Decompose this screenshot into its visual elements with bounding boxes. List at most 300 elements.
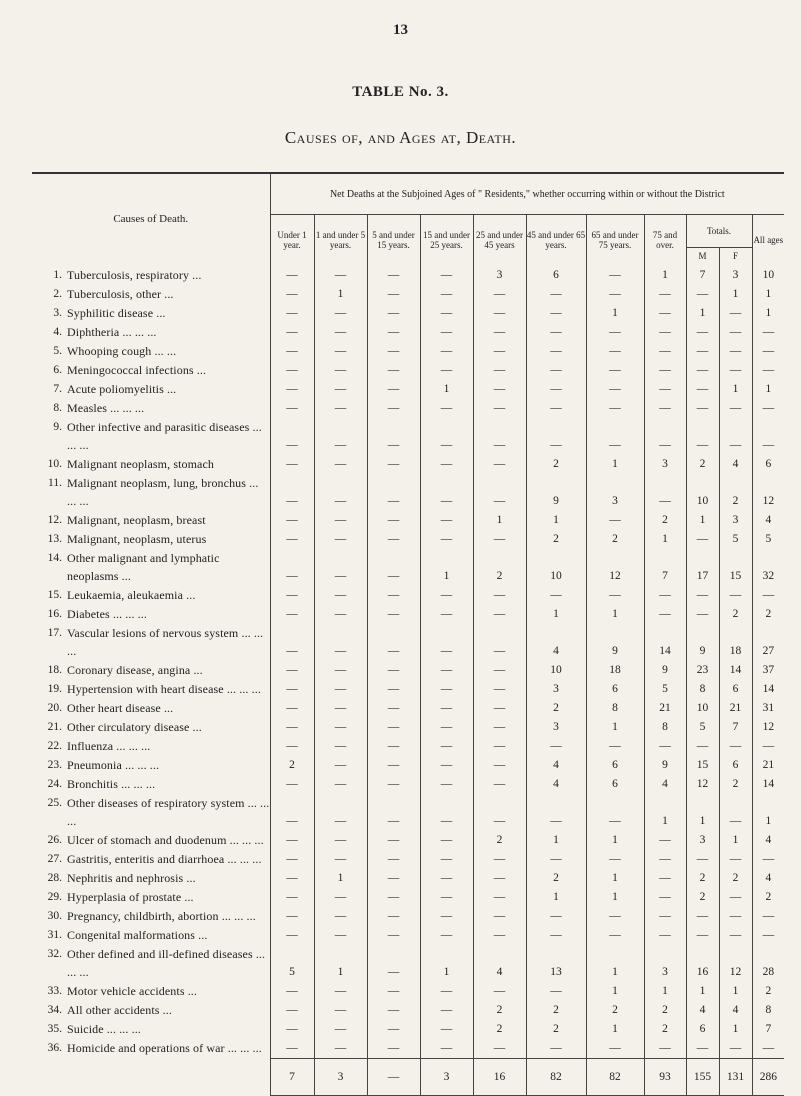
cause-number: 14. [47,552,62,564]
value-cell: — [752,926,784,945]
value-cell: 1 [526,511,586,530]
value-cell: — [420,342,473,361]
value-cell: — [473,850,526,869]
value-cell: — [367,926,420,945]
value-cell: — [420,794,473,831]
cause-cell [32,982,270,1001]
value-cell: — [367,661,420,680]
value-cell: 2 [526,455,586,474]
value-cell: — [314,1039,367,1059]
value-cell: 4 [719,1001,752,1020]
value-cell: — [526,285,586,304]
value-cell: — [367,737,420,756]
value-cell: — [644,1039,686,1059]
cause-label: Whooping cough ... ... [67,344,177,358]
cause-cell [32,399,270,418]
table-row [32,1001,784,1020]
value-cell: — [526,1039,586,1059]
value-cell: — [473,586,526,605]
value-cell: — [420,926,473,945]
value-cell: 2 [526,869,586,888]
value-cell: — [314,680,367,699]
value-cell: — [420,888,473,907]
value-cell: 1 [420,380,473,399]
cause-cell [32,1020,270,1039]
value-cell: 10 [526,661,586,680]
value-cell: — [314,511,367,530]
value-cell: — [270,530,314,549]
value-cell: — [473,737,526,756]
value-cell: — [719,323,752,342]
value-cell: — [270,699,314,718]
value-cell: 1 [420,549,473,586]
cause-cell [32,511,270,530]
value-cell: 1 [686,982,719,1001]
value-cell: — [526,361,586,380]
value-cell: 7 [719,718,752,737]
cause-cell [32,418,270,455]
value-cell: — [719,342,752,361]
value-cell: — [586,926,644,945]
value-cell: — [367,982,420,1001]
value-cell: — [367,455,420,474]
value-cell: — [719,850,752,869]
value-cell: — [420,586,473,605]
value-cell: 3 [644,945,686,982]
table-row [32,474,784,511]
value-cell: 9 [686,624,719,661]
value-cell: 12 [586,549,644,586]
value-cell: — [367,756,420,775]
value-cell: 4 [473,945,526,982]
value-cell: — [420,737,473,756]
table-row [32,869,784,888]
value-cell: 5 [719,530,752,549]
cause-cell [32,775,270,794]
value-cell: — [420,323,473,342]
value-cell: 2 [473,1020,526,1039]
cause-label: Influenza ... ... ... [67,739,151,753]
value-cell: — [420,680,473,699]
value-cell: — [314,926,367,945]
table-row [32,605,784,624]
cause-label: Other heart disease ... [67,701,174,715]
cause-cell [32,474,270,511]
cause-number: 17. [47,627,62,639]
value-cell: 1 [719,1020,752,1039]
cause-number: 15. [47,589,62,601]
total-cell: 93 [644,1059,686,1096]
value-cell: — [473,624,526,661]
value-cell: — [526,304,586,323]
value-cell: — [719,399,752,418]
value-cell: — [473,304,526,323]
table-row [32,399,784,418]
table-row [32,907,784,926]
value-cell: 16 [686,945,719,982]
value-cell: — [719,888,752,907]
value-cell: 5 [644,680,686,699]
value-cell: 1 [586,455,644,474]
value-cell: — [473,455,526,474]
cause-label: Motor vehicle accidents ... [67,984,197,998]
value-cell: — [752,737,784,756]
value-cell: 5 [752,530,784,549]
value-cell: — [644,926,686,945]
cause-label: Syphilitic disease ... [67,306,166,320]
cause-cell [32,718,270,737]
age-header: 25 and under 45 years [473,215,526,265]
value-cell: — [270,831,314,850]
value-cell: — [367,323,420,342]
table-row [32,850,784,869]
cause-cell [32,756,270,775]
cause-number: 12. [47,514,62,526]
value-cell: — [420,907,473,926]
cause-cell [32,869,270,888]
value-cell: 15 [686,756,719,775]
value-cell: — [270,1039,314,1059]
value-cell: — [473,605,526,624]
table-row [32,737,784,756]
value-cell: — [526,323,586,342]
value-cell: — [473,794,526,831]
age-group-header: Net Deaths at the Subjoined Ages of " Residents," whether occurring within or without the District [270,173,784,215]
cause-number: 31. [47,929,62,941]
cause-cell [32,586,270,605]
value-cell: — [526,926,586,945]
value-cell: — [367,511,420,530]
value-cell: 17 [686,549,719,586]
value-cell: — [473,982,526,1001]
cause-label: Other diseases of respiratory system ... ... ... [67,796,270,828]
cause-label: Other circulatory disease ... [67,720,202,734]
value-cell: 2 [752,605,784,624]
cause-number: 5. [53,345,62,357]
value-cell: 1 [752,304,784,323]
value-cell: 31 [752,699,784,718]
value-cell: — [686,605,719,624]
value-cell: 1 [526,888,586,907]
value-cell: — [586,264,644,285]
value-cell: 4 [526,624,586,661]
value-cell: 1 [752,285,784,304]
male-header: M [686,248,719,265]
total-cell: 3 [420,1059,473,1096]
value-cell: — [526,907,586,926]
value-cell: — [473,418,526,455]
table-row [32,926,784,945]
cause-cell [32,1039,270,1059]
value-cell: 8 [686,680,719,699]
total-cell: 7 [270,1059,314,1096]
value-cell: 2 [644,1020,686,1039]
value-cell: 9 [586,624,644,661]
value-cell: 1 [586,831,644,850]
cause-cell [32,624,270,661]
value-cell: — [420,474,473,511]
value-cell: 1 [752,380,784,399]
total-cell: 3 [314,1059,367,1096]
table-row [32,756,784,775]
value-cell: 2 [586,1001,644,1020]
value-cell: — [270,549,314,586]
value-cell: 6 [719,756,752,775]
value-cell: — [586,342,644,361]
cause-label: Meningococcal infections ... [67,363,207,377]
value-cell: 7 [644,549,686,586]
value-cell: 1 [586,718,644,737]
cause-label: Pregnancy, childbirth, abortion ... ... ... [67,909,256,923]
value-cell: — [420,1001,473,1020]
value-cell: 1 [644,530,686,549]
value-cell: 1 [719,380,752,399]
value-cell: — [270,850,314,869]
value-cell: 1 [526,605,586,624]
value-cell: — [367,831,420,850]
table-row [32,680,784,699]
table-body [32,264,784,1059]
value-cell: 4 [752,831,784,850]
value-cell: 14 [644,624,686,661]
value-cell: — [314,455,367,474]
value-cell: — [420,831,473,850]
cause-number: 4. [53,326,62,338]
value-cell: 14 [752,680,784,699]
total-cell: — [367,1059,420,1096]
table-row [32,285,784,304]
value-cell: 2 [586,530,644,549]
value-cell: — [314,1020,367,1039]
value-cell: 1 [473,511,526,530]
value-cell: — [473,926,526,945]
value-cell: — [314,775,367,794]
cause-number: 18. [47,664,62,676]
value-cell: — [686,907,719,926]
age-header: 75 and over. [644,215,686,265]
value-cell: — [644,869,686,888]
value-cell: 2 [644,1001,686,1020]
value-cell: 21 [752,756,784,775]
value-cell: — [420,304,473,323]
value-cell: — [686,586,719,605]
cause-label: Malignant, neoplasm, breast [67,513,206,527]
value-cell: — [719,737,752,756]
value-cell: — [314,304,367,323]
cause-cell [32,945,270,982]
value-cell: — [644,399,686,418]
cause-number: 24. [47,778,62,790]
value-cell: — [752,586,784,605]
value-cell: — [586,1039,644,1059]
value-cell: — [314,888,367,907]
value-cell: 6 [526,264,586,285]
cause-number: 7. [53,383,62,395]
cause-cell [32,926,270,945]
value-cell: — [314,624,367,661]
value-cell: 2 [526,1001,586,1020]
cause-label: Malignant, neoplasm, uterus [67,532,207,546]
value-cell: 5 [270,945,314,982]
value-cell: 21 [719,699,752,718]
value-cell: — [270,907,314,926]
value-cell: — [644,850,686,869]
cause-cell [32,304,270,323]
value-cell: 8 [586,699,644,718]
value-cell: 23 [686,661,719,680]
cause-label: Homicide and operations of war ... ... ... [67,1041,262,1055]
female-header: F [719,248,752,265]
cause-label: Pneumonia ... ... ... [67,758,160,772]
value-cell: 2 [473,549,526,586]
value-cell: — [752,1039,784,1059]
value-cell: — [270,342,314,361]
table-row [32,549,784,586]
value-cell: 2 [719,775,752,794]
value-cell: — [270,586,314,605]
value-cell: — [644,342,686,361]
value-cell: 6 [719,680,752,699]
value-cell: 1 [719,831,752,850]
value-cell: 2 [526,699,586,718]
value-cell: — [270,1020,314,1039]
table-row [32,888,784,907]
value-cell: — [270,399,314,418]
value-cell: 18 [586,661,644,680]
value-cell: 1 [719,285,752,304]
cause-cell [32,680,270,699]
cause-label: Other defined and ill-defined diseases ... ... ... [67,947,266,979]
value-cell: — [644,831,686,850]
cause-number: 33. [47,985,62,997]
value-cell: — [644,605,686,624]
value-cell: — [367,605,420,624]
value-cell: — [270,661,314,680]
value-cell: — [473,888,526,907]
cause-number: 28. [47,872,62,884]
value-cell: — [719,304,752,323]
value-cell: — [420,775,473,794]
value-cell: — [586,586,644,605]
value-cell: — [367,264,420,285]
cause-cell [32,907,270,926]
all-ages-header: All ages [752,215,784,265]
totals-row-label [32,1059,270,1096]
value-cell: 1 [586,1020,644,1039]
value-cell: 28 [752,945,784,982]
value-cell: — [314,756,367,775]
cause-label: Other infective and parasitic diseases ... ... ... [67,420,262,452]
value-cell: — [686,399,719,418]
value-cell: — [367,474,420,511]
value-cell: 3 [644,455,686,474]
value-cell: — [526,399,586,418]
value-cell: 1 [586,888,644,907]
value-cell: — [473,474,526,511]
value-cell: 1 [586,982,644,1001]
value-cell: 2 [752,982,784,1001]
cause-label: Vascular lesions of nervous system ... ... ... [67,626,264,658]
value-cell: 1 [314,945,367,982]
value-cell: — [686,530,719,549]
total-cell: 131 [719,1059,752,1096]
value-cell: — [314,737,367,756]
value-cell: 6 [586,756,644,775]
causes-header: Causes of Death. [32,173,270,264]
value-cell: — [420,530,473,549]
table-row [32,624,784,661]
value-cell: — [420,399,473,418]
value-cell: — [420,624,473,661]
cause-label: Suicide ... ... ... [67,1022,141,1036]
value-cell: — [367,775,420,794]
value-cell: — [473,1039,526,1059]
value-cell: — [420,699,473,718]
value-cell: 4 [719,455,752,474]
cause-cell [32,285,270,304]
value-cell: — [420,661,473,680]
value-cell: — [314,380,367,399]
table-row [32,361,784,380]
value-cell: — [686,418,719,455]
value-cell: — [586,418,644,455]
value-cell: — [270,361,314,380]
table-row [32,661,784,680]
value-cell: — [586,511,644,530]
value-cell: — [526,342,586,361]
value-cell: — [367,680,420,699]
cause-cell [32,737,270,756]
value-cell: 37 [752,661,784,680]
value-cell: — [367,380,420,399]
value-cell: — [270,737,314,756]
value-cell: 3 [719,264,752,285]
value-cell: 2 [473,1001,526,1020]
cause-number: 27. [47,853,62,865]
cause-number: 35. [47,1023,62,1035]
value-cell: — [367,549,420,586]
value-cell: — [314,907,367,926]
value-cell: 6 [752,455,784,474]
cause-label: Malignant neoplasm, stomach [67,457,215,471]
value-cell: — [367,342,420,361]
value-cell: — [644,361,686,380]
value-cell: — [420,361,473,380]
value-cell: 2 [270,756,314,775]
cause-label: Nephritis and nephrosis ... [67,871,196,885]
cause-number: 20. [47,702,62,714]
value-cell: — [586,285,644,304]
value-cell: 10 [526,549,586,586]
value-cell: — [473,399,526,418]
age-header: 15 and under 25 years. [420,215,473,265]
value-cell: — [752,907,784,926]
value-cell: — [367,361,420,380]
value-cell: 4 [526,756,586,775]
value-cell: — [314,794,367,831]
value-cell: — [586,361,644,380]
value-cell: 2 [719,605,752,624]
value-cell: — [752,323,784,342]
value-cell: — [270,418,314,455]
value-cell: — [420,511,473,530]
value-cell: — [367,418,420,455]
value-cell: — [420,1039,473,1059]
value-cell: — [752,850,784,869]
value-cell: 27 [752,624,784,661]
value-cell: 1 [644,794,686,831]
value-cell: — [314,661,367,680]
